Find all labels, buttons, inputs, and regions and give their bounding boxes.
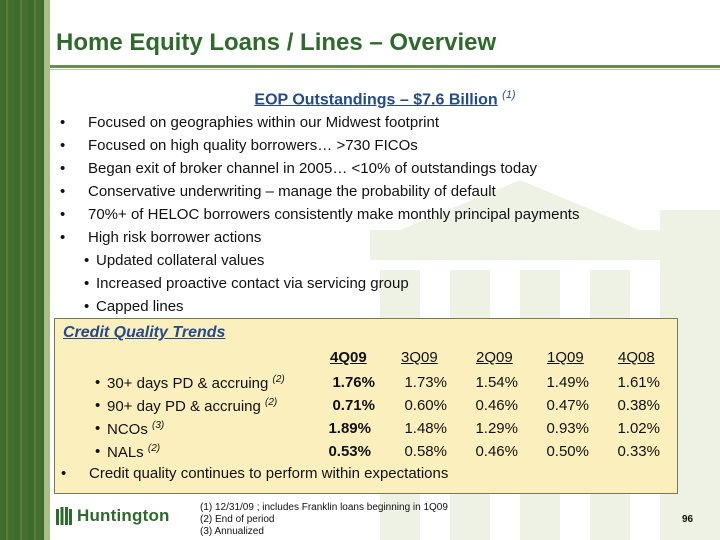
title-divider-thin xyxy=(50,69,720,70)
value-cell: 1.89% xyxy=(328,420,371,437)
eop-footnote-ref: (1) xyxy=(502,89,516,101)
value-cell: 0.60% xyxy=(404,397,447,414)
value-cell: 1.54% xyxy=(475,374,518,391)
value-cell: 0.93% xyxy=(546,420,589,437)
huntington-logo xyxy=(56,505,170,527)
value-cell: 1.76% xyxy=(332,374,375,391)
value-cell: 1.73% xyxy=(404,374,447,391)
column-header-1q09: 1Q09 xyxy=(547,349,584,366)
value-cell: 0.46% xyxy=(475,397,518,414)
column-header-2q09: 2Q09 xyxy=(476,349,513,366)
value-cell: 0.38% xyxy=(617,397,660,414)
left-decorative-stripes xyxy=(0,0,44,540)
column-header-4q08: 4Q08 xyxy=(618,349,655,366)
footnote-2: (2) End of period xyxy=(200,514,275,525)
value-cell: 1.02% xyxy=(617,420,660,437)
column-header-3q09: 3Q09 xyxy=(401,349,438,366)
footnote-1: (1) 12/31/09 ; includes Franklin loans beginning in 1Q09 xyxy=(200,502,448,513)
title-divider xyxy=(50,65,720,68)
value-cell: 0.33% xyxy=(617,443,660,460)
value-cell: 0.46% xyxy=(475,443,518,460)
value-cell: 0.50% xyxy=(546,443,589,460)
credit-quality-title: Credit Quality Trends xyxy=(63,324,226,341)
value-cell: 1.49% xyxy=(546,374,589,391)
eop-heading xyxy=(0,89,720,109)
footnotes xyxy=(200,502,448,538)
credit-quality-panel: Credit Quality Trends 4Q09 3Q09 2Q09 1Q09 4Q08 • 30+ days PD & accruing $^{(2)}$ 1.76% 1.73% 1.54% 1.49% 1.61% • 90+ day PD & accruing $^{(2)}$ 0.71% 0.60% 0.46% 0.47% 0.38% • NCOs $^{(3)}$ 1.89% 1.48% 1.29% 0.93% 1.02% • NALs $^{(2)}$ 0.53% 0.58% 0.46% 0.50% 0.33% • Credit quality continues to perform within expectations xyxy=(54,318,678,494)
logo-text: Huntington xyxy=(77,506,170,525)
value-cell: 0.47% xyxy=(546,397,589,414)
left-decorative-edge xyxy=(44,0,50,540)
value-cell: 1.48% xyxy=(404,420,447,437)
value-cell: 1.61% xyxy=(617,374,660,391)
value-cell: 0.71% xyxy=(332,397,375,414)
huntington-logo-icon xyxy=(56,507,72,525)
column-header-4q09: 4Q09 xyxy=(330,349,367,366)
value-cell: 0.53% xyxy=(328,443,371,460)
slide-title: Home Equity Loans / Lines – Overview xyxy=(56,29,497,56)
footnote-3: (3) Annualized xyxy=(200,526,264,537)
value-cell: 0.58% xyxy=(404,443,447,460)
eop-heading-text: EOP Outstandings – $7.6 Billion xyxy=(254,91,498,109)
value-cell: 1.29% xyxy=(475,420,518,437)
page-number: 96 xyxy=(682,514,694,525)
